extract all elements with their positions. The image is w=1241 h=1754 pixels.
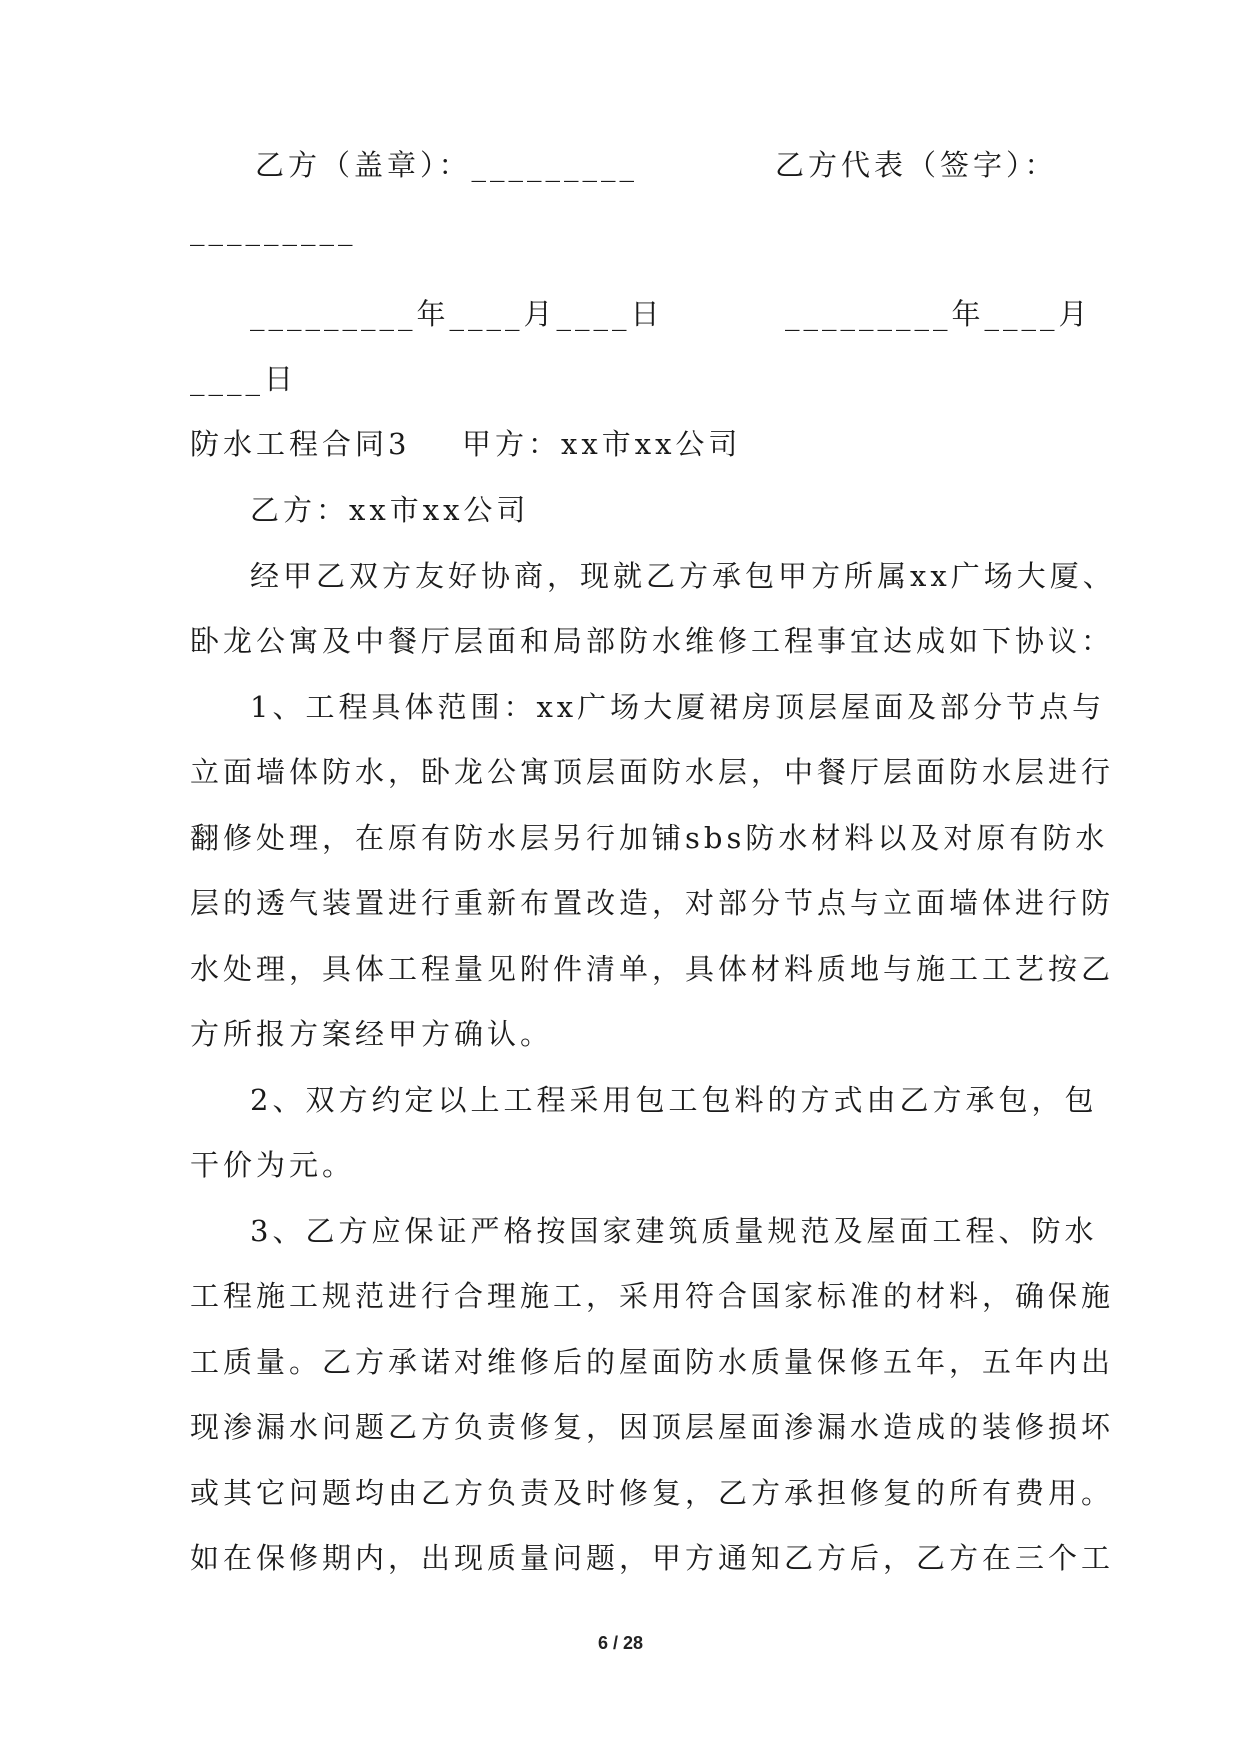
paragraph-line: 或其它问题均由乙方负责及时修复，乙方承担修复的所有费用。 [190, 1476, 1115, 1510]
paragraph-line: 层的透气装置进行重新布置改造，对部分节点与立面墙体进行防 [190, 886, 1115, 920]
paragraph-line: 立面墙体防水，卧龙公寓顶层面防水层，中餐厅层面防水层进行 [190, 755, 1115, 789]
paragraph-line: 工程施工规范进行合理施工，采用符合国家标准的材料，确保施 [190, 1279, 1115, 1313]
date-line-left: _________年____月____日 [250, 297, 664, 331]
date-line-right: _________年____月 [785, 297, 1092, 331]
paragraph-line: 1、工程具体范围：xx广场大厦裙房顶层屋面及部分节点与 [250, 690, 1106, 724]
date-line-day: ____日 [190, 362, 298, 396]
paragraph-line: 工质量。乙方承诺对维修后的屋面防水质量保修五年，五年内出 [190, 1345, 1115, 1379]
paragraph-line: 翻修处理，在原有防水层另行加铺sbs防水材料以及对原有防水 [190, 821, 1109, 855]
paragraph-line: 经甲乙双方友好协商，现就乙方承包甲方所属xx广场大厦、 [250, 559, 1116, 593]
signature-blank: _________ [190, 212, 357, 246]
paragraph-line: 卧龙公寓及中餐厅层面和局部防水维修工程事宜达成如下协议： [190, 624, 1115, 658]
party-b-seal-line: 乙方（盖章）：_________ [255, 148, 639, 182]
paragraph-line: 水处理，具体工程量见附件清单，具体材料质地与施工工艺按乙 [190, 952, 1115, 986]
party-b-rep-signature: 乙方代表（签字）： [775, 148, 1058, 182]
contract-title: 防水工程合同3 [190, 427, 411, 461]
paragraph-line: 3、乙方应保证严格按国家建筑质量规范及屋面工程、防水 [250, 1214, 1098, 1248]
paragraph-line: 2、双方约定以上工程采用包工包料的方式由乙方承包，包 [250, 1083, 1098, 1117]
page-number: 6 / 28 [597, 1633, 644, 1653]
party-a-line: 甲方：xx市xx公司 [462, 427, 742, 461]
paragraph-line: 现渗漏水问题乙方负责修复，因顶层屋面渗漏水造成的装修损坏 [190, 1410, 1115, 1444]
party-b-line: 乙方：xx市xx公司 [250, 493, 530, 527]
paragraph-line: 如在保修期内，出现质量问题，甲方通知乙方后，乙方在三个工 [190, 1541, 1115, 1575]
paragraph-line: 干价为元。 [190, 1148, 356, 1182]
paragraph-line: 方所报方案经甲方确认。 [190, 1017, 554, 1051]
